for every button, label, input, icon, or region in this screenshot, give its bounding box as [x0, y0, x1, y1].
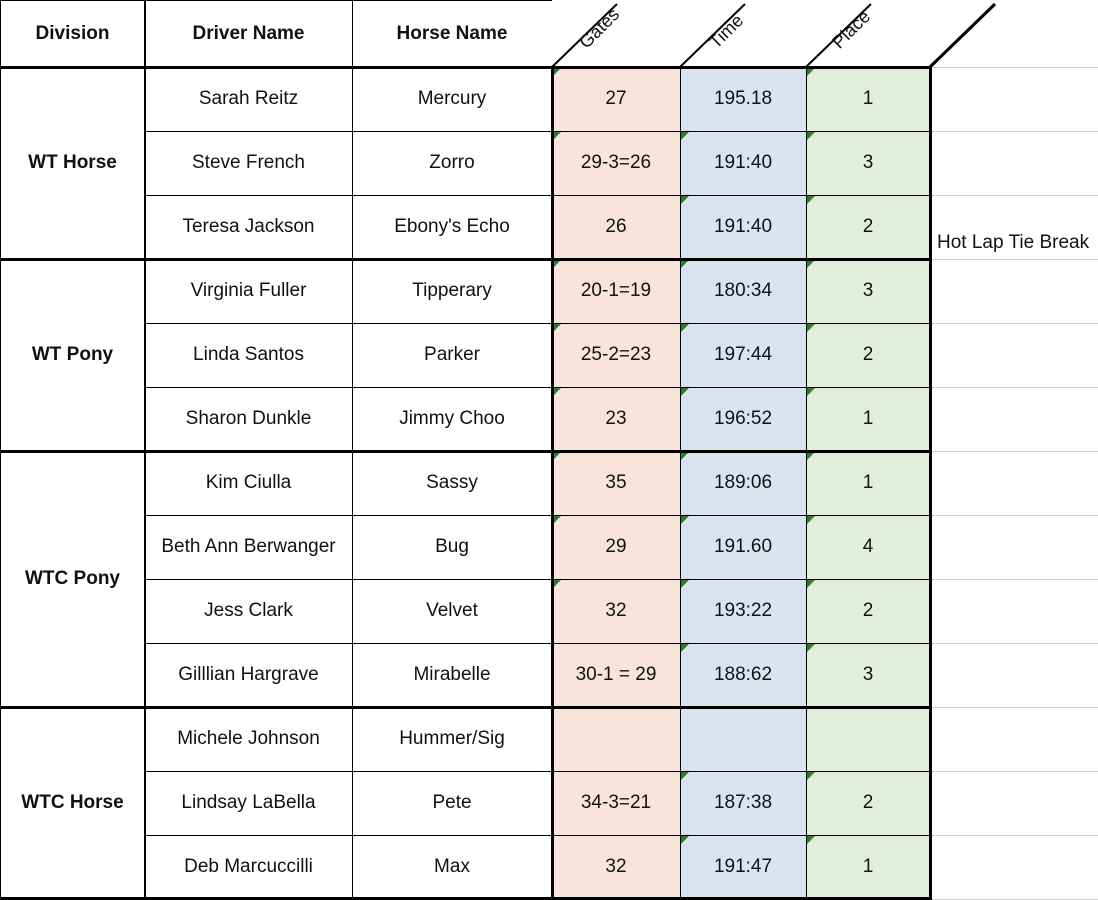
row-divider: [145, 643, 930, 644]
sheet-gridline: [932, 579, 1098, 580]
header-horse-name[interactable]: Horse Name: [396, 22, 508, 44]
comment-marker-icon: [553, 388, 561, 396]
comment-marker-icon: [807, 644, 815, 652]
time-cell[interactable]: 193:22: [680, 579, 806, 643]
division-label[interactable]: WT Horse: [28, 152, 117, 173]
comment-marker-icon: [681, 516, 689, 524]
comment-marker-icon: [553, 132, 561, 140]
col-divider: [680, 67, 681, 900]
row-divider: [145, 771, 930, 772]
driver-cell[interactable]: Michele Johnson: [177, 728, 320, 749]
time-cell[interactable]: 195.18: [680, 67, 806, 131]
sheet-gridline: [932, 387, 1098, 388]
comment-marker-icon: [681, 260, 689, 268]
gates-cell[interactable]: 26: [552, 195, 680, 259]
horse-cell[interactable]: Parker: [424, 344, 480, 365]
comment-marker-icon: [553, 324, 561, 332]
gates-cell[interactable]: 20-1=19: [552, 259, 680, 323]
comment-marker-icon: [681, 580, 689, 588]
col-divider: [551, 67, 554, 900]
gates-cell[interactable]: 30-1 = 29: [552, 643, 680, 707]
header-time[interactable]: Time: [705, 10, 748, 53]
row-divider: [145, 579, 930, 580]
horse-cell[interactable]: Ebony's Echo: [394, 216, 510, 237]
outer-border: [0, 0, 1, 900]
gates-cell[interactable]: 29-3=26: [552, 131, 680, 195]
header-place[interactable]: Place: [828, 6, 875, 53]
driver-cell[interactable]: Beth Ann Berwanger: [161, 536, 336, 557]
comment-marker-icon: [807, 772, 815, 780]
comment-marker-icon: [807, 68, 815, 76]
comment-marker-icon: [553, 580, 561, 588]
driver-cell[interactable]: Linda Santos: [193, 344, 304, 365]
row-divider: [145, 195, 930, 196]
gates-cell[interactable]: 25-2=23: [552, 323, 680, 387]
horse-cell[interactable]: Velvet: [426, 600, 478, 621]
sheet-gridline: [932, 835, 1098, 836]
sheet-gridline: [932, 771, 1098, 772]
gates-cell[interactable]: [552, 707, 680, 771]
group-divider: [0, 706, 932, 709]
col-divider: [806, 67, 807, 900]
time-cell[interactable]: 191:40: [680, 195, 806, 259]
comment-marker-icon: [681, 324, 689, 332]
time-cell[interactable]: 187:38: [680, 771, 806, 835]
place-cell[interactable]: 2: [806, 579, 930, 643]
sheet-gridline: [932, 259, 1098, 260]
col-divider: [929, 67, 932, 900]
gates-cell[interactable]: 32: [552, 835, 680, 899]
tie-break-note[interactable]: Hot Lap Tie Break: [937, 232, 1090, 253]
horse-cell[interactable]: Sassy: [426, 472, 478, 493]
time-cell[interactable]: 180:34: [680, 259, 806, 323]
group-divider: [0, 450, 932, 453]
row-divider: [145, 835, 930, 836]
time-cell[interactable]: 191.60: [680, 515, 806, 579]
comment-marker-icon: [807, 580, 815, 588]
place-cell[interactable]: 3: [806, 259, 930, 323]
place-cell[interactable]: 1: [806, 67, 930, 131]
comment-marker-icon: [807, 516, 815, 524]
horse-cell[interactable]: Bug: [435, 536, 469, 557]
sheet-gridline: [932, 707, 1098, 708]
sheet-gridline: [932, 515, 1098, 516]
comment-marker-icon: [553, 260, 561, 268]
horse-cell[interactable]: Mirabelle: [413, 664, 491, 685]
comment-marker-icon: [807, 132, 815, 140]
row-divider: [145, 387, 930, 388]
comment-marker-icon: [807, 260, 815, 268]
comment-marker-icon: [681, 772, 689, 780]
division-label[interactable]: WTC Pony: [25, 568, 120, 589]
gates-cell[interactable]: 34-3=21: [552, 771, 680, 835]
time-cell[interactable]: 191:40: [680, 131, 806, 195]
place-cell[interactable]: 1: [806, 451, 930, 515]
group-divider: [0, 66, 932, 69]
place-cell[interactable]: 3: [806, 131, 930, 195]
driver-cell[interactable]: Gilllian Hargrave: [178, 664, 319, 685]
horse-cell[interactable]: Pete: [432, 792, 472, 813]
sheet-gridline: [932, 195, 1098, 196]
comment-marker-icon: [807, 196, 815, 204]
horse-cell[interactable]: Mercury: [417, 88, 487, 109]
comment-marker-icon: [807, 388, 815, 396]
gates-cell[interactable]: 23: [552, 387, 680, 451]
top-border: [0, 0, 552, 1]
gates-cell[interactable]: 35: [552, 451, 680, 515]
comment-marker-icon: [553, 68, 561, 76]
division-label[interactable]: WTC Horse: [21, 792, 124, 813]
sheet-gridline: [932, 323, 1098, 324]
time-cell[interactable]: 191:47: [680, 835, 806, 899]
driver-cell[interactable]: Teresa Jackson: [182, 216, 315, 237]
diagonal-header-lines: [0, 0, 1098, 70]
header-driver-name[interactable]: Driver Name: [192, 22, 305, 44]
col-divider: [144, 0, 146, 900]
time-cell[interactable]: 188:62: [680, 643, 806, 707]
horse-cell[interactable]: Max: [434, 856, 470, 877]
comment-marker-icon: [807, 836, 815, 844]
place-cell[interactable]: 1: [806, 835, 930, 899]
comment-marker-icon: [681, 452, 689, 460]
place-cell[interactable]: 2: [806, 771, 930, 835]
place-cell[interactable]: 2: [806, 323, 930, 387]
place-cell[interactable]: 2: [806, 195, 930, 259]
sheet-gridline: [932, 131, 1098, 132]
time-cell[interactable]: 196:52: [680, 387, 806, 451]
sheet-gridline: [932, 643, 1098, 644]
place-cell[interactable]: 1: [806, 387, 930, 451]
place-cell[interactable]: 3: [806, 643, 930, 707]
row-divider: [145, 131, 930, 132]
header-gates[interactable]: Gates: [575, 4, 624, 53]
horse-cell[interactable]: Hummer/Sig: [399, 728, 505, 749]
comment-marker-icon: [553, 452, 561, 460]
header-division[interactable]: Division: [35, 22, 110, 44]
col-divider: [352, 0, 353, 900]
gates-cell[interactable]: 32: [552, 579, 680, 643]
driver-cell[interactable]: Deb Marcuccilli: [184, 856, 313, 877]
horse-cell[interactable]: Tipperary: [412, 280, 492, 301]
driver-cell[interactable]: Steve French: [192, 152, 305, 173]
sheet-gridline: [932, 451, 1098, 452]
place-cell[interactable]: 4: [806, 515, 930, 579]
time-cell[interactable]: 189:06: [680, 451, 806, 515]
horse-cell[interactable]: Jimmy Choo: [399, 408, 505, 429]
driver-cell[interactable]: Sharon Dunkle: [185, 408, 312, 429]
comment-marker-icon: [681, 836, 689, 844]
comment-marker-icon: [681, 644, 689, 652]
row-divider: [145, 323, 930, 324]
row-divider: [145, 515, 930, 516]
time-cell[interactable]: 197:44: [680, 323, 806, 387]
comment-marker-icon: [681, 388, 689, 396]
division-label[interactable]: WT Pony: [31, 344, 114, 365]
group-divider: [0, 258, 932, 261]
driver-cell[interactable]: Sarah Reitz: [198, 88, 299, 109]
comment-marker-icon: [681, 132, 689, 140]
horse-cell[interactable]: Zorro: [429, 152, 475, 173]
driver-cell[interactable]: Jess Clark: [204, 600, 293, 621]
comment-marker-icon: [807, 452, 815, 460]
place-cell[interactable]: [806, 707, 930, 771]
comment-marker-icon: [807, 324, 815, 332]
sheet-gridline: [932, 67, 1098, 68]
driver-cell[interactable]: Kim Ciulla: [205, 472, 292, 493]
gates-cell[interactable]: 29: [552, 515, 680, 579]
driver-cell[interactable]: Lindsay LaBella: [181, 792, 316, 813]
time-cell[interactable]: [680, 707, 806, 771]
driver-cell[interactable]: Virginia Fuller: [190, 280, 307, 301]
comment-marker-icon: [681, 196, 689, 204]
gates-cell[interactable]: 27: [552, 67, 680, 131]
comment-marker-icon: [553, 516, 561, 524]
